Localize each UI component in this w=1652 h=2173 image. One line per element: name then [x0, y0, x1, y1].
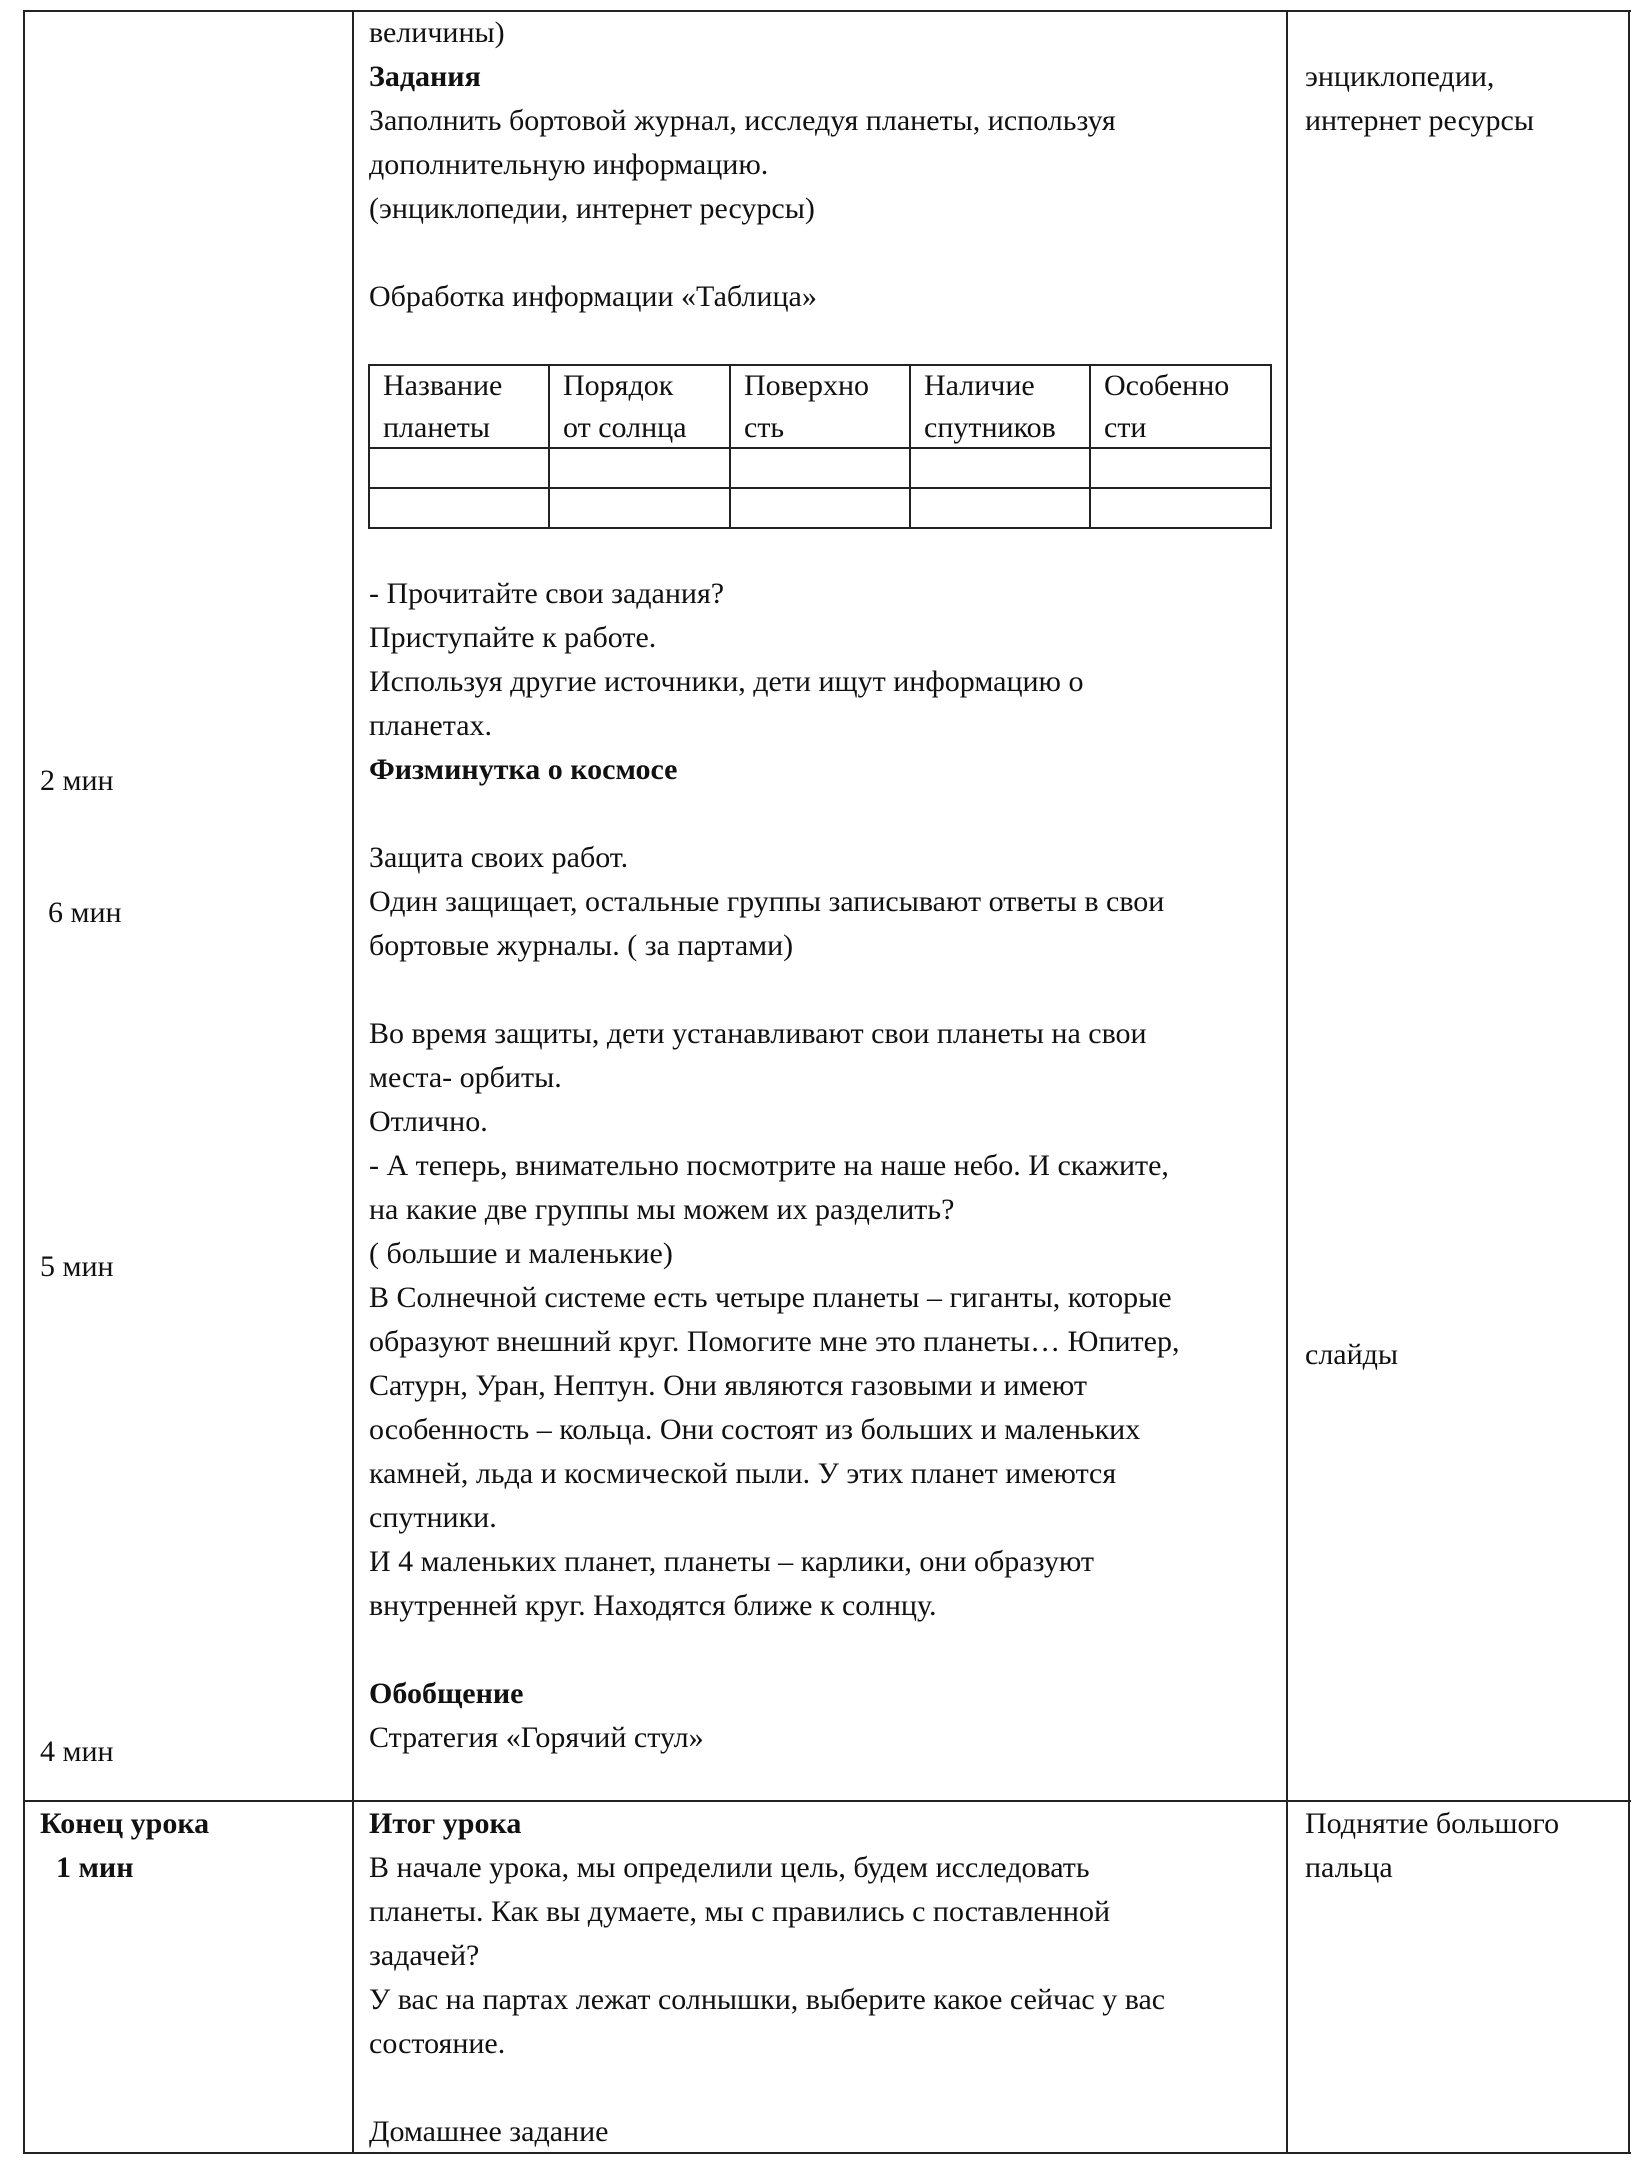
table-right-border [1628, 10, 1630, 2154]
text-line: Используя другие источники, дети ищут информацию о [369, 665, 1084, 698]
inner-table-col-line [548, 364, 550, 529]
text-line: величины) [369, 16, 505, 49]
text-line: Сатурн, Уран, Нептун. Они являются газовыми и имеют [369, 1369, 1088, 1402]
text-line: бортовые журналы. ( за партами) [369, 929, 794, 962]
lesson-content-block-b [369, 572, 1179, 1760]
stage-title: Конец урока [40, 1807, 210, 1840]
text-line: места- орбиты. [369, 1061, 562, 1094]
text-line: планеты. Как вы думаете, мы с правились с поставленной [369, 1895, 1111, 1928]
header-line: планеты [383, 411, 490, 444]
header-line: спутников [924, 411, 1056, 444]
text-line: Один защищает, остальные группы записывают ответы в свои [369, 885, 1165, 918]
text-line: У вас на партах лежат солнышки, выберите какое сейчас у вас [369, 1983, 1166, 2016]
blank-line [369, 2066, 1165, 2110]
inner-table-bottom [368, 527, 1272, 529]
table-header-satellites [924, 364, 1056, 450]
text-line: Стратегия «Горячий стул» [369, 1721, 704, 1754]
inner-table-col-line [368, 364, 370, 529]
header-line: сти [1104, 411, 1147, 444]
table-header-order [563, 364, 687, 450]
column-divider-2 [1286, 10, 1288, 2154]
inner-table-row-divider [368, 487, 1272, 489]
inner-table-col-line [1270, 364, 1272, 529]
time-label: 5 мин [40, 1250, 114, 1283]
table-header-features [1104, 364, 1229, 450]
header-line: Поверхно [744, 369, 870, 402]
text-line: Приступайте к работе. [369, 621, 657, 654]
text-line: внутренней круг. Находятся ближе к солнцу. [369, 1589, 937, 1622]
section-heading-physical-break: Физминутка о космосе [369, 753, 678, 786]
blank-line [369, 231, 1116, 275]
text-line: Отлично. [369, 1105, 488, 1138]
section-heading-summary: Обобщение [369, 1677, 524, 1710]
feedback-cell [1305, 1802, 1559, 1890]
header-line: сть [744, 411, 785, 444]
text-line: Заполнить бортовой журнал, исследуя планеты, используя [369, 104, 1116, 137]
text-line: И 4 маленьких планет, планеты – карлики, они образуют [369, 1545, 1094, 1578]
section-heading-lesson-result: Итог урока [369, 1807, 522, 1840]
text-line: дополнительную информацию. [369, 148, 769, 181]
table-header-surface [744, 364, 869, 450]
text-line: В Солнечной системе есть четыре планеты – гиганты, которые [369, 1281, 1172, 1314]
blank-line [369, 1628, 1179, 1672]
inner-table-col-line [909, 364, 911, 529]
header-line: Особенно [1104, 369, 1230, 402]
time-label: 4 мин [40, 1735, 114, 1768]
inner-table-col-line [729, 364, 731, 529]
blank-line [369, 792, 1179, 836]
slides-label: слайды [1305, 1338, 1399, 1371]
resource-line: энциклопедии, [1305, 60, 1495, 93]
text-line: задачей? [369, 1939, 480, 1972]
text-line: Защита своих работ. [369, 841, 629, 874]
lesson-content-block-c [369, 1802, 1165, 2154]
text-line: Обработка информации «Таблица» [369, 280, 817, 313]
lesson-content-block-a [369, 11, 1116, 319]
header-line: от солнца [563, 411, 687, 444]
table-left-border [23, 10, 25, 2154]
inner-table-col-line [1089, 364, 1091, 529]
feedback-line: Поднятие большого [1305, 1807, 1560, 1840]
resource-line: интернет ресурсы [1305, 104, 1534, 137]
text-line: Домашнее задание [369, 2115, 609, 2148]
header-line: Порядок [563, 369, 674, 402]
text-line: камней, льда и космической пыли. У этих планет имеются [369, 1457, 1117, 1490]
text-line: на какие две группы мы можем их разделить? [369, 1193, 955, 1226]
text-line: (энциклопедии, интернет ресурсы) [369, 192, 815, 225]
section-heading-tasks: Задания [369, 60, 481, 93]
stage-time: 1 мин [56, 1851, 134, 1884]
text-line: особенность – кольца. Они состоят из больших и маленьких [369, 1413, 1141, 1446]
text-line: ( большие и маленькие) [369, 1237, 673, 1270]
text-line: Во время защиты, дети устанавливают свои планеты на свои [369, 1017, 1147, 1050]
time-label: 6 мин [48, 896, 122, 929]
text-line: планетах. [369, 709, 493, 742]
blank-line [369, 968, 1179, 1012]
time-label: 2 мин [40, 764, 114, 797]
text-line: образуют внешний круг. Помогите мне это планеты… Юпитер, [369, 1325, 1180, 1358]
text-line: спутники. [369, 1501, 497, 1534]
resources-cell [1305, 55, 1534, 143]
header-line: Название [383, 369, 503, 402]
feedback-line: пальца [1305, 1851, 1393, 1884]
text-line: состояние. [369, 2027, 506, 2060]
text-line: - Прочитайте свои задания? [369, 577, 725, 610]
table-header-planet-name [383, 364, 502, 450]
header-line: Наличие [924, 369, 1035, 402]
text-line: - А теперь, внимательно посмотрите на наше небо. И скажите, [369, 1149, 1169, 1182]
column-divider-1 [352, 10, 354, 2154]
text-line: В начале урока, мы определили цель, будем исследовать [369, 1851, 1090, 1884]
